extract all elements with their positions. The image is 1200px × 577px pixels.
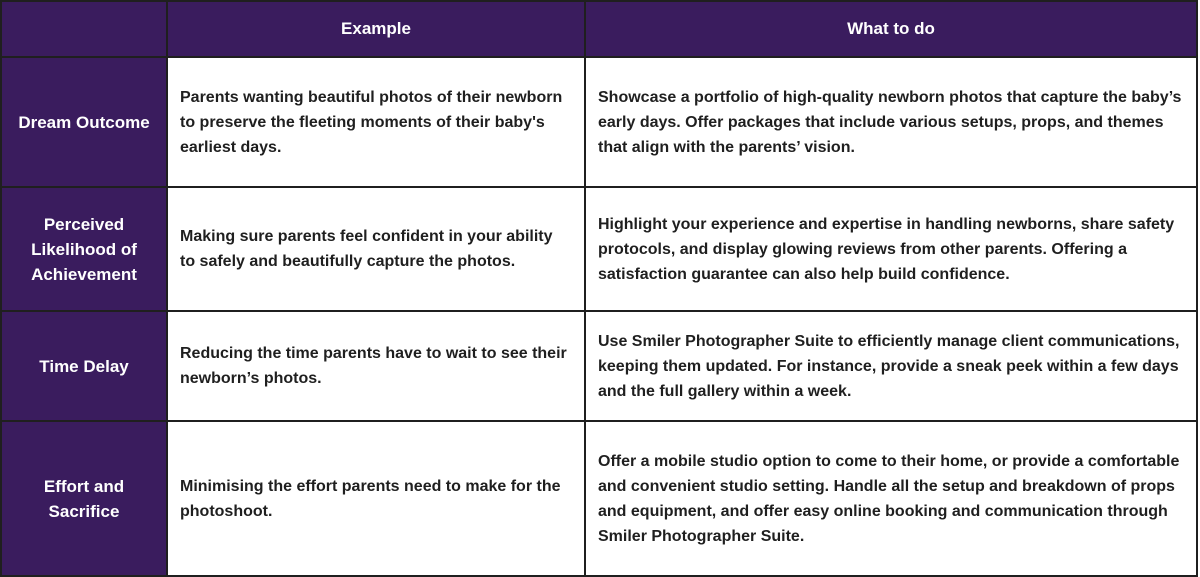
row-label-dream-outcome: Dream Outcome bbox=[1, 57, 167, 187]
what-to-do-cell-effort-sacrifice: Offer a mobile studio option to come to their home, or provide a comfortable and convenient studio setting. Handle all the setup and breakdown of props and equipment, and offer easy online booking and communication through Smiler Photographer Suite. bbox=[585, 421, 1197, 576]
row-label-perceived-likelihood: Perceived Likelihood of Achievement bbox=[1, 187, 167, 311]
header-what-to-do: What to do bbox=[585, 1, 1197, 57]
row-label-effort-sacrifice: Effort and Sacrifice bbox=[1, 421, 167, 576]
what-to-do-cell-dream-outcome: Showcase a portfolio of high-quality newborn photos that capture the baby’s early days. Offer packages that include various setups, props, and themes that align with the parents’ vision. bbox=[585, 57, 1197, 187]
table-row-dream-outcome bbox=[1, 57, 1197, 187]
what-to-do-cell-perceived-likelihood: Highlight your experience and expertise in handling newborns, share safety protocols, and display glowing reviews from other parents. Offering a satisfaction guarantee can also help build confidence. bbox=[585, 187, 1197, 311]
table-row-time-delay bbox=[1, 311, 1197, 421]
table-row-effort-sacrifice bbox=[1, 421, 1197, 576]
row-label-time-delay: Time Delay bbox=[1, 311, 167, 421]
what-to-do-cell-time-delay: Use Smiler Photographer Suite to efficiently manage client communications, keeping them updated. For instance, provide a sneak peek within a few days and the full gallery within a week. bbox=[585, 311, 1197, 421]
header-corner-cell bbox=[1, 1, 167, 57]
table-row-perceived-likelihood bbox=[1, 187, 1197, 311]
example-cell-time-delay: Reducing the time parents have to wait to see their newborn’s photos. bbox=[167, 311, 585, 421]
example-cell-perceived-likelihood: Making sure parents feel confident in your ability to safely and beautifully capture the photos. bbox=[167, 187, 585, 311]
example-cell-dream-outcome: Parents wanting beautiful photos of their newborn to preserve the fleeting moments of their baby's earliest days. bbox=[167, 57, 585, 187]
example-cell-effort-sacrifice: Minimising the effort parents need to make for the photoshoot. bbox=[167, 421, 585, 576]
header-example: Example bbox=[167, 1, 585, 57]
header-row bbox=[1, 1, 1197, 57]
